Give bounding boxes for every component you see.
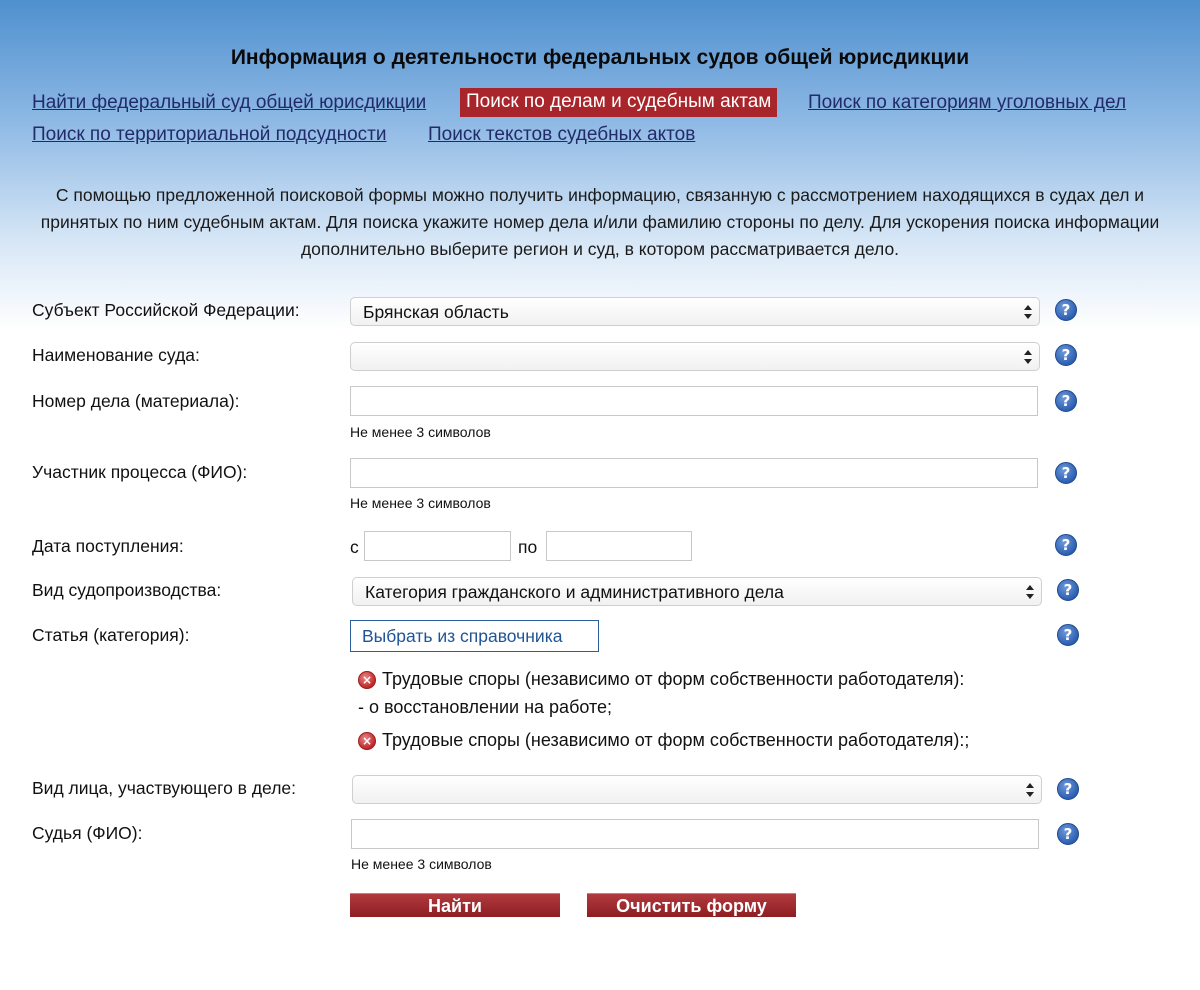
page-title: Информация о деятельности федеральных судов общей юрисдикции (230, 46, 970, 69)
clear-form-button[interactable]: Очистить форму (587, 893, 796, 917)
party-type-help-icon[interactable]: ? (1057, 778, 1079, 800)
select-arrows-icon (1025, 781, 1035, 799)
date-label: Дата поступления: (32, 536, 184, 556)
case-number-input[interactable] (350, 386, 1038, 416)
article-label: Статья (категория): (32, 625, 190, 645)
search-submit-button[interactable]: Найти (350, 893, 560, 917)
case-number-hint: Не менее 3 символов (350, 424, 491, 440)
region-help-icon[interactable]: ? (1055, 299, 1077, 321)
proceeding-select-value: Категория гражданского и административного дела (365, 582, 784, 602)
remove-category-icon[interactable]: × (358, 671, 376, 689)
selected-category-item (358, 730, 969, 751)
date-from-label: с (350, 537, 359, 557)
nav-link-find-court[interactable]: Найти федеральный суд общей юрисдикции (32, 92, 427, 113)
party-type-label: Вид лица, участвующего в деле: (32, 778, 296, 798)
judge-hint: Не менее 3 символов (351, 856, 492, 872)
nav-link-search-cases-active[interactable]: Поиск по делам и судебным актам (460, 88, 777, 117)
selected-category-item (358, 669, 964, 690)
case-number-help-icon[interactable]: ? (1055, 390, 1077, 412)
party-type-select[interactable] (352, 775, 1042, 804)
participant-hint: Не менее 3 символов (350, 495, 491, 511)
participant-label: Участник процесса (ФИО): (32, 462, 248, 482)
nav-link-search-texts[interactable]: Поиск текстов судебных актов (428, 124, 696, 145)
court-help-icon[interactable]: ? (1055, 344, 1077, 366)
date-to-input[interactable] (546, 531, 692, 561)
proceeding-label: Вид судопроизводства: (32, 580, 222, 600)
choose-from-directory-button[interactable]: Выбрать из справочника (350, 620, 599, 652)
remove-category-icon[interactable]: × (358, 732, 376, 750)
nav-link-search-territory[interactable]: Поиск по территориальной подсудности (32, 124, 387, 145)
participant-help-icon[interactable]: ? (1055, 462, 1077, 484)
judge-input[interactable] (351, 819, 1039, 849)
article-help-icon[interactable]: ? (1057, 624, 1079, 646)
court-label: Наименование суда: (32, 345, 200, 365)
select-arrows-icon (1023, 348, 1033, 366)
court-select[interactable] (350, 342, 1040, 371)
region-label: Субъект Российской Федерации: (32, 300, 300, 320)
selected-category-subitem: - о восстановлении на работе; (358, 697, 613, 717)
region-select-value: Брянская область (363, 302, 509, 322)
case-number-label: Номер дела (материала): (32, 391, 240, 411)
date-help-icon[interactable]: ? (1055, 534, 1077, 556)
nav-link-search-criminal[interactable]: Поиск по категориям уголовных дел (808, 92, 1127, 113)
selected-category-text: Трудовые споры (независимо от форм собственности работодателя):; (382, 730, 970, 750)
region-select[interactable] (350, 297, 1040, 326)
select-arrows-icon (1025, 583, 1035, 601)
date-from-input[interactable] (364, 531, 511, 561)
proceeding-select[interactable] (352, 577, 1042, 606)
participant-input[interactable] (350, 458, 1038, 488)
judge-label: Судья (ФИО): (32, 823, 143, 843)
judge-help-icon[interactable]: ? (1057, 823, 1079, 845)
intro-text: С помощью предложенной поисковой формы можно получить информацию, связанную с рассмотрением находящихся в судах дел и принятых по ним судебным актам. Для поиска укажите номер дела и/или фамилию стороны по делу. Для ускорения поиска информации дополнительно выберите регион и суд, в котором рассматривается дело. (40, 185, 1160, 259)
proceeding-help-icon[interactable]: ? (1057, 579, 1079, 601)
selected-category-text: Трудовые споры (независимо от форм собственности работодателя): (382, 669, 965, 689)
date-to-label: по (518, 537, 538, 557)
select-arrows-icon (1023, 303, 1033, 321)
